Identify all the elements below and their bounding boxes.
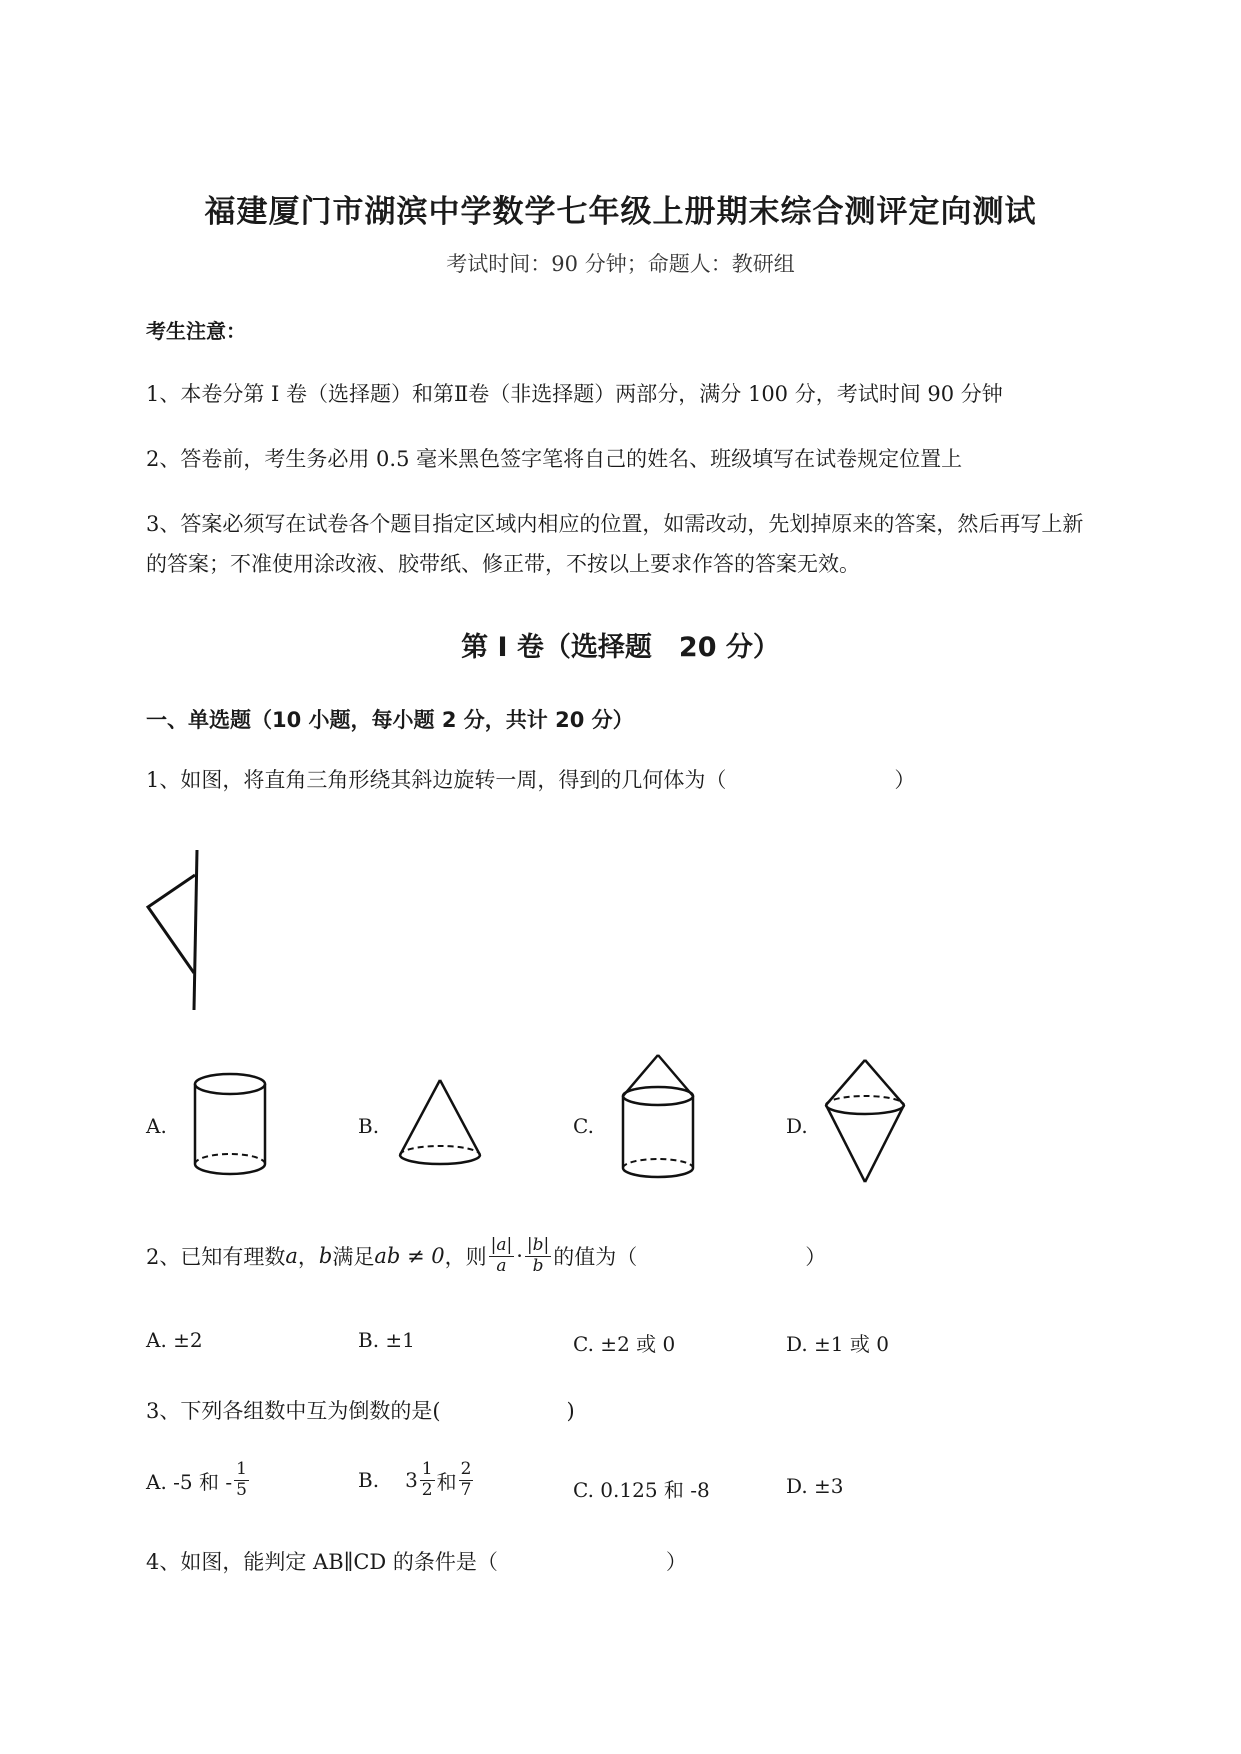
q3-a-denominator: 5 [236, 1479, 247, 1500]
q3-option-c: C. 0.125 和 -8 [573, 1478, 710, 1502]
exam-subtitle: 考试时间：90 分钟；命题人：教研组 [446, 252, 795, 276]
cylinder-figure [192, 1072, 272, 1182]
q2-stem-then: ，则 [444, 1245, 487, 1270]
q2-var-a: a [285, 1244, 298, 1269]
notice-heading: 考生注意： [146, 319, 246, 343]
q1-option-b-label: B. [358, 1114, 380, 1138]
q3-option-d: D. ±3 [786, 1474, 844, 1498]
q3-b-fraction-2 [459, 1460, 474, 1500]
q2-option-b: B. ±1 [358, 1328, 415, 1352]
q3-option-a [146, 1460, 251, 1500]
q2-fraction-1 [489, 1236, 515, 1276]
q3-b-prefix: B. [358, 1468, 380, 1493]
q2-stem-prefix: 2、已知有理数 [146, 1245, 286, 1270]
triangle-figure [140, 845, 210, 1015]
cylinder-with-cone-figure [618, 1052, 698, 1182]
q3-b-mid: 和 [436, 1469, 457, 1494]
q2-condition: ab ≠ 0 [374, 1244, 445, 1269]
question-2-stem [146, 1236, 826, 1276]
q3-a-fraction [234, 1460, 249, 1500]
q3-option-b [358, 1460, 475, 1500]
q2-frac2-denominator: b [532, 1255, 544, 1276]
q2-stem-suffix: 的值为（ ） [553, 1245, 827, 1270]
q3-b-fraction-1 [420, 1460, 435, 1500]
notice-item-3-line-1: 3、答案必须写在试卷各个题目指定区域内相应的位置，如需改动，先划掉原来的答案，然后再写上新 [146, 512, 1084, 536]
q2-stem-mid: 满足 [332, 1245, 375, 1270]
cone-figure [395, 1075, 485, 1175]
q2-var-b: b [318, 1244, 333, 1269]
q1-option-a-label: A. [146, 1114, 167, 1138]
q3-b-numerator-2: 2 [460, 1459, 472, 1479]
q2-option-c: C. ±2 或 0 [573, 1332, 676, 1356]
page-title: 福建厦门市湖滨中学数学七年级上册期末综合测评定向测试 [204, 194, 1037, 230]
q3-b-denominator-1: 2 [421, 1479, 433, 1500]
q1-option-d-label: D. [786, 1114, 808, 1138]
notice-item-1: 1、本卷分第 I 卷（选择题）和第Ⅱ卷（非选择题）两部分，满分 100 分，考试时间 90 分钟 [146, 382, 1003, 406]
part-heading: 一、单选题（10 小题，每小题 2 分，共计 20 分） [146, 708, 634, 732]
notice-item-2: 2、答卷前，考生务必用 0.5 毫米黑色签字笔将自己的姓名、班级填写在试卷规定位置上 [146, 447, 963, 471]
q3-b-whole: 3 [405, 1468, 418, 1493]
question-4-stem: 4、如图，能判定 AB∥CD 的条件是（ ） [146, 1550, 687, 1574]
notice-item-3-line-2: 的答案；不准使用涂改液、胶带纸、修正带，不按以上要求作答的答案无效。 [146, 552, 860, 576]
q2-option-d: D. ±1 或 0 [786, 1332, 889, 1356]
q2-frac2-numerator: |b| [526, 1235, 550, 1255]
q2-frac-sep: · [516, 1244, 523, 1269]
q3-a-numerator: 1 [236, 1459, 247, 1479]
question-3-stem: 3、下列各组数中互为倒数的是( ) [146, 1399, 575, 1423]
double-cone-figure [822, 1057, 908, 1187]
q2-fraction-2 [525, 1236, 551, 1276]
q1-option-c-label: C. [573, 1114, 594, 1138]
q3-a-prefix: A. -5 和 - [146, 1469, 233, 1494]
q2-frac1-numerator: |a| [490, 1235, 513, 1255]
q3-b-numerator-1: 1 [421, 1459, 433, 1479]
section-heading: 第 I 卷（选择题 20 分） [461, 632, 780, 663]
q2-frac1-denominator: a [496, 1255, 507, 1276]
q2-sep: ， [297, 1245, 319, 1270]
question-1-stem: 1、如图，将直角三角形绕其斜边旋转一周，得到的几何体为（ ） [146, 768, 916, 792]
q3-b-denominator-2: 7 [460, 1479, 472, 1500]
q2-option-a: A. ±2 [146, 1328, 203, 1352]
